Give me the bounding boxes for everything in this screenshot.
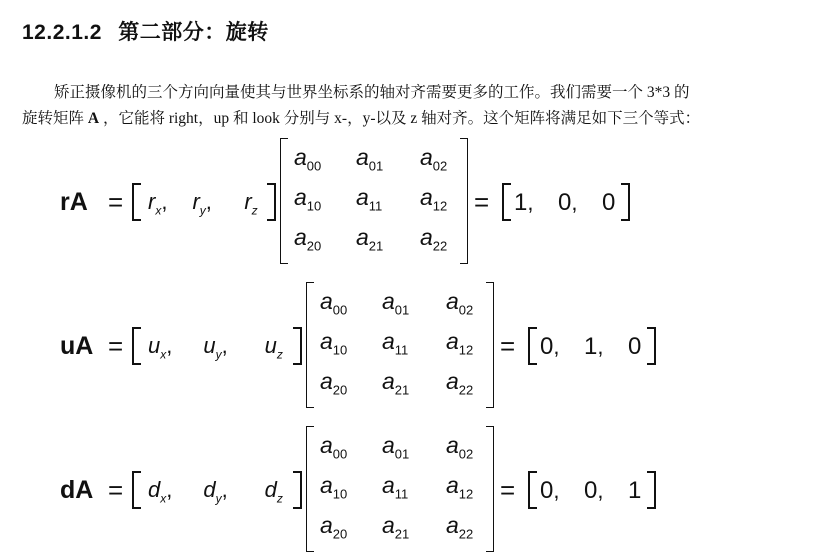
entry-letter: a [382,368,395,394]
result-value: 1 [628,477,642,504]
equation-lhs: dA [60,476,94,504]
entry-letter: a [320,472,333,498]
entry-index: 12 [458,342,474,358]
result-vector [528,327,656,367]
result-component [602,189,615,217]
section-number: 12.2.1.2 [22,21,102,44]
result-value: 1 [584,333,598,360]
left-bracket [528,327,537,365]
component-subscript: z [251,203,258,218]
result-component [584,477,603,505]
result-value: 0 [602,189,616,216]
result-component [628,477,641,505]
equation-rA [60,138,800,266]
entry-index: 22 [458,382,474,398]
entry-letter: a [320,368,333,394]
component-letter: u [264,333,277,358]
result-component [514,189,533,217]
entry-letter: a [446,432,459,458]
component-subscript: y [215,347,222,362]
entry-letter: a [320,288,333,314]
entry-letter: a [294,184,307,210]
matrix-left-bracket [280,138,288,264]
vector-component [244,189,257,217]
result-value: 0 [558,189,572,216]
vector-component [265,477,283,505]
matrix-entry [382,328,408,358]
equals-sign: = [108,475,124,505]
entry-letter: a [420,144,433,170]
body-paragraph [22,80,802,132]
equals-sign: = [108,187,124,217]
component-comma: , [161,189,168,214]
result-value: 0 [540,333,554,360]
matrix-entry [320,328,347,358]
paragraph-line-2-post: ，它能将 right，up 和 look 分别与 x-，y-以及 z 轴对齐。这个矩阵将满足如下三个等式： [102,110,701,127]
matrix-entry [294,144,321,174]
matrix-entry [446,472,473,502]
result-comma: , [553,478,560,503]
entry-index: 10 [332,486,348,502]
equals-sign: = [474,187,490,217]
entry-index: 11 [394,342,409,358]
entry-letter: a [382,472,395,498]
entry-index: 02 [432,158,448,174]
left-bracket [132,183,141,221]
component-letter: r [148,189,156,214]
row-vector [132,327,302,367]
matrix-right-bracket [460,138,468,264]
component-letter: d [148,477,161,502]
left-bracket [132,327,141,365]
entry-index: 20 [306,238,322,254]
component-subscript: x [160,491,167,506]
matrix-entry [446,512,473,542]
paragraph-line-1: 矫正摄像机的三个方向向量使其与世界坐标系的轴对齐需要更多的工作。我们需要一个 3*3 的 [54,84,690,101]
entry-letter: a [382,512,395,538]
result-vector [502,183,630,223]
matrix-entry [420,144,447,174]
entry-letter: a [382,328,395,354]
matrix-entry [356,184,382,214]
result-component [540,333,559,361]
result-component [584,333,603,361]
equation-uA [60,282,800,410]
section-heading [22,16,269,46]
section-title: 第二部分：旋转 [118,21,269,44]
component-subscript: y [215,491,222,506]
component-letter: d [264,477,277,502]
vector-component [148,477,172,505]
vector-component [192,189,211,217]
entry-index: 11 [394,486,409,502]
matrix-entry [320,432,347,462]
equation-lhs: uA [60,332,94,360]
component-subscript: y [199,203,206,218]
matrix-A [280,138,468,264]
entry-letter: a [446,512,459,538]
component-letter: r [244,189,252,214]
vector-component [148,333,172,361]
matrix-entry [382,288,409,318]
matrix-entry [420,184,447,214]
matrix-entry [446,432,473,462]
entry-index: 10 [332,342,348,358]
result-comma: , [571,190,578,215]
equals-sign: = [108,331,124,361]
matrix-A [306,426,494,552]
result-comma: , [553,334,560,359]
component-comma: , [221,477,228,502]
entry-letter: a [320,432,333,458]
paragraph-line-2 [22,106,802,132]
matrix-right-bracket [486,282,494,408]
matrix-entry [382,512,409,542]
vector-component [203,477,227,505]
component-subscript: x [155,203,162,218]
entry-letter: a [356,184,369,210]
entry-index: 10 [306,198,322,214]
entry-index: 21 [394,382,410,398]
matrix-entry [320,512,347,542]
entry-index: 20 [332,382,348,398]
entry-letter: a [294,224,307,250]
row-vector [132,471,302,511]
entry-index: 12 [458,486,474,502]
result-component [558,189,577,217]
right-bracket [647,327,656,365]
entry-letter: a [356,224,369,250]
right-bracket [267,183,276,221]
entry-letter: a [294,144,307,170]
entry-index: 01 [394,446,410,462]
result-comma: , [527,190,534,215]
result-value: 0 [584,477,598,504]
component-letter: r [192,189,200,214]
entry-index: 22 [432,238,448,254]
matrix-entry [382,472,408,502]
component-letter: u [148,333,161,358]
entry-index: 21 [394,526,410,542]
result-comma: , [597,334,604,359]
entry-index: 02 [458,302,474,318]
right-bracket [293,471,302,509]
entry-index: 00 [332,302,348,318]
matrix-entry [356,224,383,254]
entry-index: 02 [458,446,474,462]
right-bracket [293,327,302,365]
matrix-right-bracket [486,426,494,552]
entry-index: 20 [332,526,348,542]
result-component [628,333,641,361]
paragraph-line-2-pre: 旋转矩阵 [22,110,85,127]
entry-index: 01 [394,302,410,318]
component-subscript: z [276,347,283,362]
result-value: 0 [540,477,554,504]
matrix-left-bracket [306,282,314,408]
entry-letter: a [446,368,459,394]
component-subscript: x [160,347,167,362]
component-comma: , [221,333,228,358]
entry-index: 22 [458,526,474,542]
entry-index: 00 [332,446,348,462]
component-comma: , [166,477,173,502]
matrix-entry [320,368,347,398]
right-bracket [647,471,656,509]
entry-index: 12 [432,198,448,214]
matrix-entry [320,288,347,318]
left-bracket [132,471,141,509]
right-bracket [621,183,630,221]
vector-component [148,189,167,217]
result-value: 1 [514,189,528,216]
entry-index: 21 [368,238,384,254]
entry-index: 01 [368,158,384,174]
matrix-entry [420,224,447,254]
matrix-entry [382,432,409,462]
component-comma: , [205,189,212,214]
entry-index: 00 [306,158,322,174]
entry-letter: a [446,328,459,354]
component-subscript: z [276,491,283,506]
result-comma: , [597,478,604,503]
matrix-entry [356,144,383,174]
entry-letter: a [320,328,333,354]
left-bracket [528,471,537,509]
equation-dA [60,426,800,554]
equation-lhs: rA [60,188,88,216]
matrix-entry [320,472,347,502]
entry-letter: a [446,288,459,314]
entry-letter: a [420,184,433,210]
equals-sign: = [500,331,516,361]
result-value: 0 [628,333,642,360]
entry-letter: a [320,512,333,538]
matrix-left-bracket [306,426,314,552]
entry-letter: a [420,224,433,250]
entry-letter: a [446,472,459,498]
matrix-entry [382,368,409,398]
vector-component [265,333,283,361]
matrix-entry [446,288,473,318]
entry-letter: a [356,144,369,170]
result-vector [528,471,656,511]
result-component [540,477,559,505]
component-comma: , [166,333,173,358]
equals-sign: = [500,475,516,505]
row-vector [132,183,276,223]
component-letter: u [203,333,216,358]
matrix-entry [446,368,473,398]
vector-component [203,333,227,361]
matrix-A [306,282,494,408]
entry-letter: a [382,288,395,314]
entry-letter: a [382,432,395,458]
left-bracket [502,183,511,221]
entry-index: 11 [368,198,383,214]
matrix-entry [294,224,321,254]
matrix-entry [446,328,473,358]
matrix-symbol: A [87,110,100,127]
matrix-entry [294,184,321,214]
component-letter: d [203,477,216,502]
